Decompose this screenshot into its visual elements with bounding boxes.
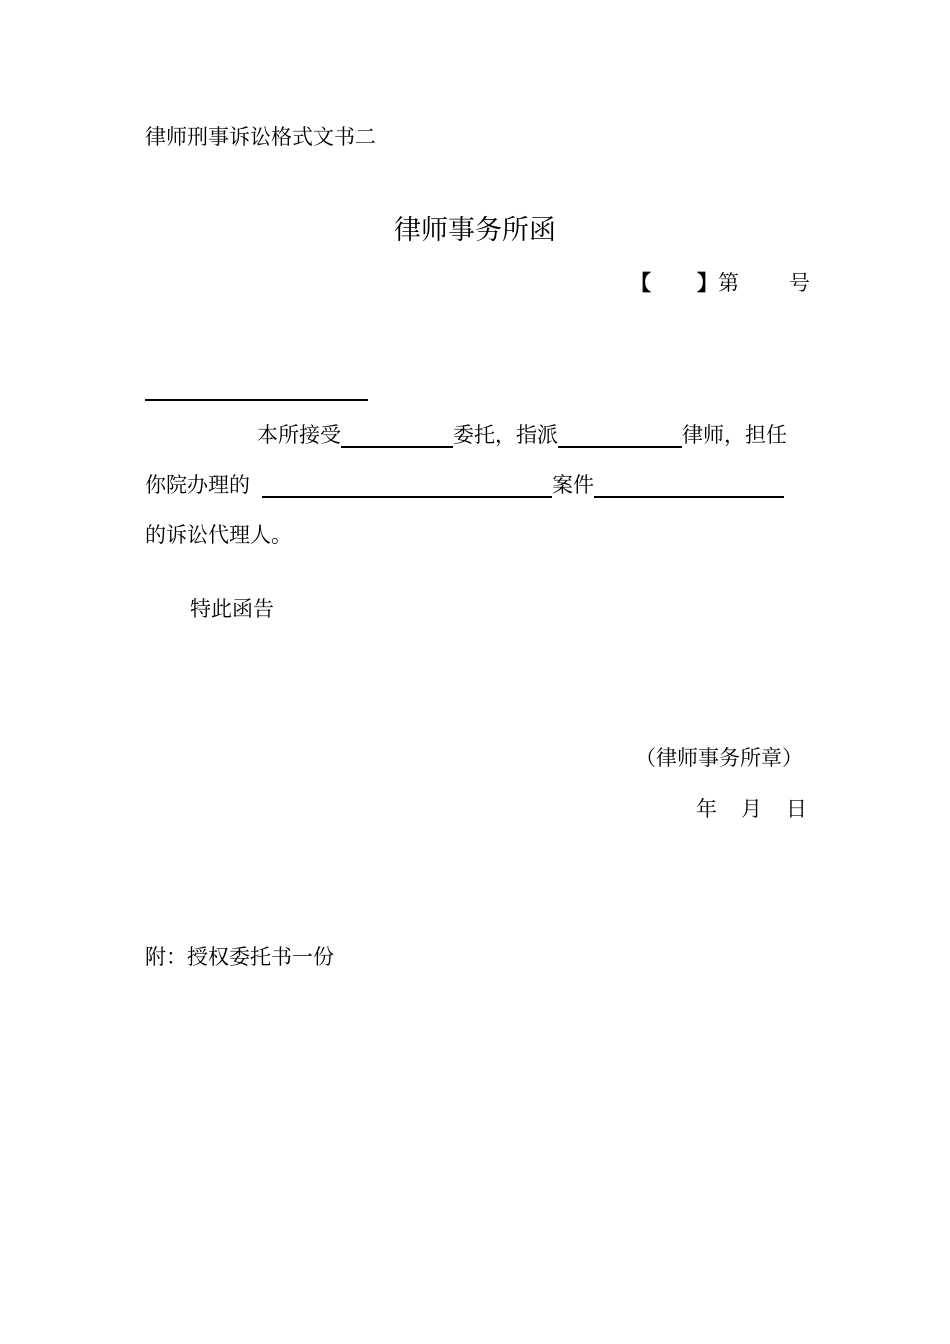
number-close-bracket: 】 xyxy=(697,270,718,295)
body-text: 你院办理的 xyxy=(145,473,250,497)
date-day: 日 xyxy=(786,797,807,821)
body-text: 案件 xyxy=(552,473,594,497)
closing-text: 特此函告 xyxy=(190,597,274,621)
firm-seal-label: （律师事务所章） xyxy=(635,746,803,770)
number-open-bracket: 【 xyxy=(630,270,651,295)
case-name-blank[interactable] xyxy=(262,474,552,498)
body-line-3: 的诉讼代理人。 xyxy=(145,523,292,547)
form-label: 律师刑事诉讼格式文书二 xyxy=(145,125,376,149)
date-line xyxy=(696,796,807,822)
attachment-note: 附：授权委托书一份 xyxy=(145,945,334,969)
body-line-1 xyxy=(257,422,787,448)
document-title: 律师事务所函 xyxy=(394,215,556,246)
number-hao: 号 xyxy=(789,271,810,295)
body-line-2 xyxy=(145,472,784,498)
number-di: 第 xyxy=(718,271,739,295)
client-blank[interactable] xyxy=(341,424,453,448)
body-text: 委托，指派 xyxy=(453,423,558,447)
date-month: 月 xyxy=(741,797,762,821)
document-number xyxy=(630,270,810,296)
case-party-blank[interactable] xyxy=(594,474,784,498)
date-year: 年 xyxy=(696,797,717,821)
body-text: 律师，担任 xyxy=(682,423,787,447)
body-text: 本所接受 xyxy=(257,423,341,447)
recipient-blank[interactable] xyxy=(145,399,368,401)
lawyer-blank[interactable] xyxy=(558,424,682,448)
